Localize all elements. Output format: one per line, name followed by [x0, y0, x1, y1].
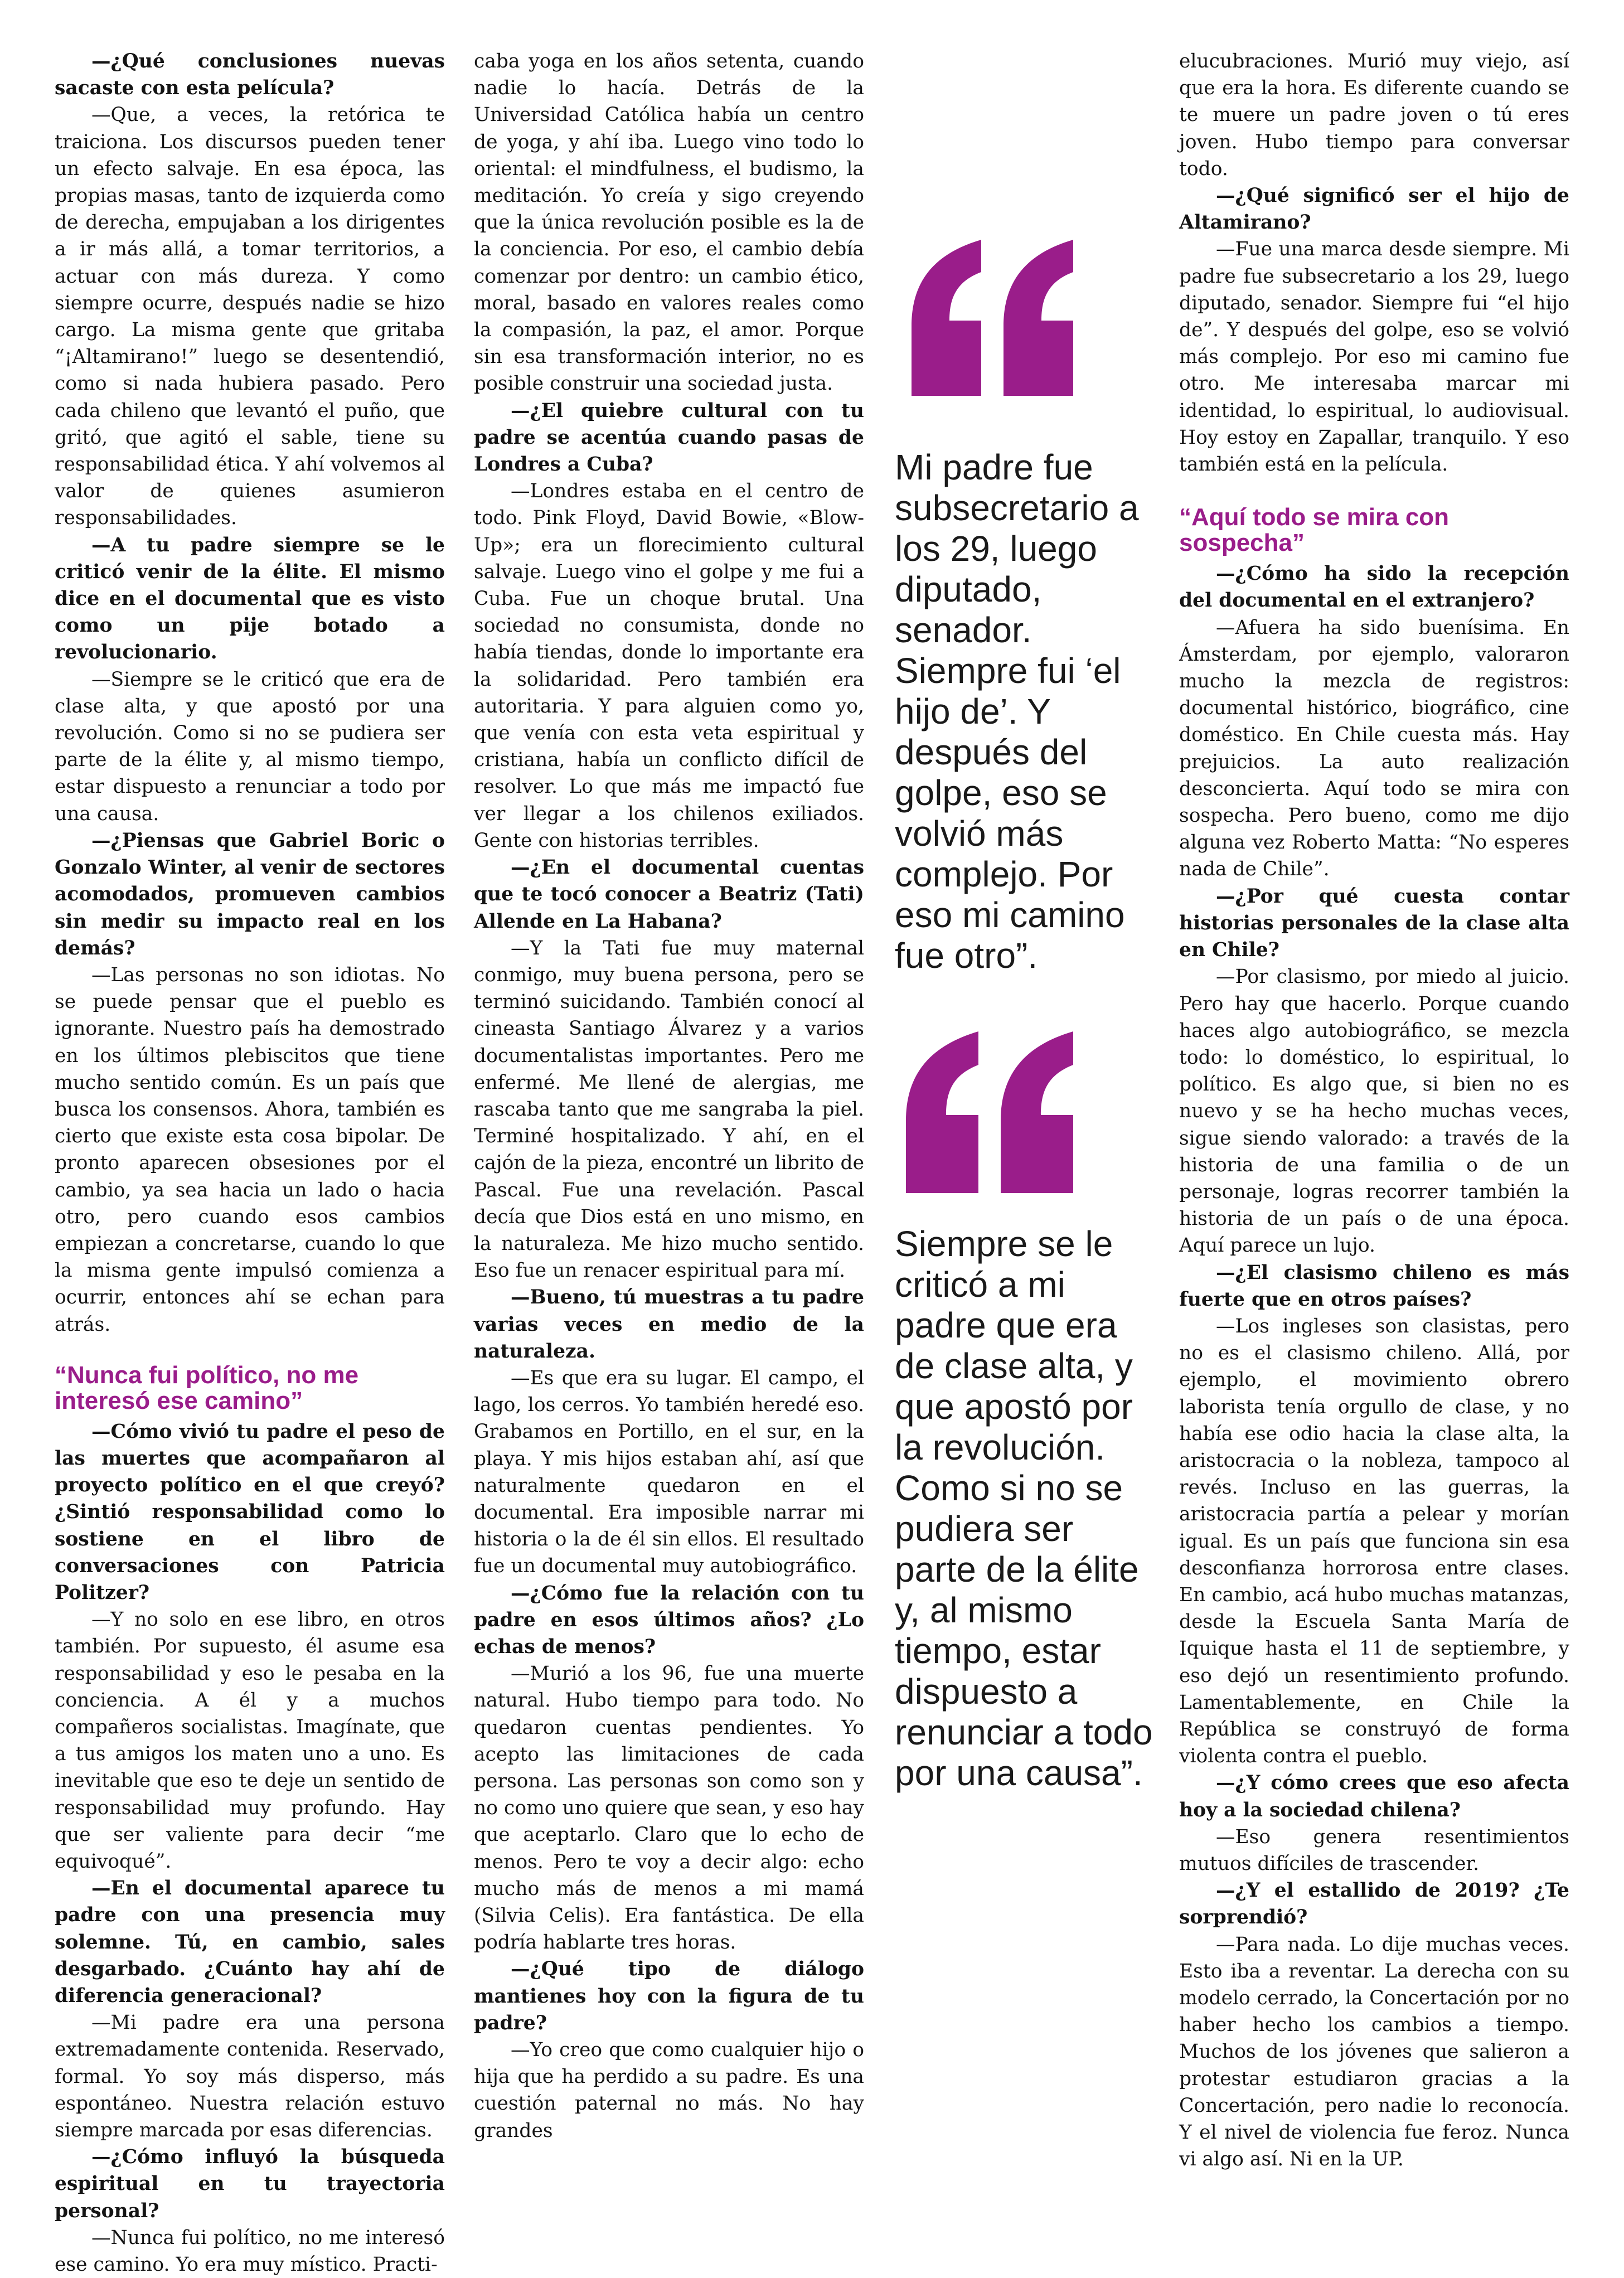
answer-paragraph: —Y no solo en ese libro, en otros también. Por supuesto, él asume esa responsabilidad y eso le pesaba en la conciencia. A él y a muchos compañeros socialistas. Imagínate, que a tus amigos los maten uno a uno. Es inevitable que eso te deje un sentido de responsabilidad muy profundo. Hay que ser valiente para decir “me equivoqué”. — [55, 1608, 445, 1873]
answer-paragraph: —Siempre se le criticó que era de clase alta, y que apostó por una revolución. Como si no se pudiera ser parte de la élite y, al mismo tiempo, estar dispuesto a renunciar a todo por una causa. — [55, 668, 445, 825]
quote-mark-right-glyph — [1004, 240, 1073, 396]
question-paragraph: —¿Cómo fue la relación con tu padre en esos últimos años? ¿Lo echas de menos? — [474, 1582, 864, 1658]
question-paragraph: —¿Por qué cuesta contar historias personales de la clase alta en Chile? — [1179, 885, 1569, 962]
question-paragraph: —¿Piensas que Gabriel Boric o Gonzalo Winter, al venir de sectores acomodados, promueven cambios sin medir su impacto real en los demás? — [55, 829, 445, 959]
quote-mark-icon — [895, 1020, 1084, 1199]
section-heading: “Aquí todo se mira con sospecha” — [1179, 503, 1450, 557]
answer-paragraph: —Yo creo que como cualquier hijo o hija que ha perdido a su padre. Es una cuestión paternal no más. No hay grandes — [474, 2039, 864, 2142]
answer-paragraph: —Es que era su lugar. El campo, el lago, los cerros. Yo también heredé eso. Grabamos en Portillo, en el sur, en la playa. Y mis hijos estaban ahí, así que naturalmente quedaron en el documental. Era imposible narrar mi historia o la de él sin ellos. El resultado fue un documental muy autobiográfico. — [474, 1366, 864, 1578]
answer-paragraph: —Mi padre era una persona extremadamente contenida. Reservado, formal. Yo soy más disperso, más espontáneo. Nuestra relación estuvo siempre marcada por esas diferencias. — [55, 2012, 445, 2142]
answer-paragraph: —Las personas no son idiotas. No se puede pensar que el pueblo es ignorante. Nuestro país ha demostrado en los últimos plebiscitos que tiene mucho sentido común. Es un país que busca los consensos. Ahora, también es cierto que existe esta cosa bipolar. De pronto aparecen obsesiones por el cambio, ya sea hacia un lado o hacia otro, pero cuando esos cambios empiezan a concretarse, cuando lo que la misma gente impulsó comienza a ocurrir, entonces ahí se echan para atrás. — [55, 963, 445, 1336]
pull-quote-2: Siempre se le criticó a mi padre que era de clase alta, y que apostó por la revolución. Como si no se pudiera ser parte de la élite y, al mismo tiempo, estar dispuesto a renunciar a todo por una causa”. — [895, 1224, 1153, 1793]
section-heading: “Nunca fui político, no me interesó ese camino” — [55, 1361, 359, 1414]
column-1 — [55, 48, 445, 2278]
answer-paragraph: —Afuera ha sido buenísima. En Ámsterdam, por ejemplo, valoraron mucho la mezcla de registros: documental histórico, biográfico, cine doméstico. En Chile cuesta más. Hay prejuicios. La auto realización desconcierta. Aquí todo se mira con sospecha. Pero bueno, como me dijo alguna vez Roberto Matta: “No esperes nada de Chile”. — [1179, 616, 1569, 881]
answer-paragraph: —Nunca fui político, no me interesó ese camino. Yo era muy místico. Practi- — [55, 2226, 445, 2276]
continued-paragraph: caba yoga en los años setenta, cuando nadie lo hacía. Detrás de la Universidad Católica había un centro de yoga, y ahí iba. Luego vino todo lo oriental: el mindfulness, el budismo, la meditación. Yo creía y sigo creyendo que la única revolución posible es la de la conciencia. Por eso, el cambio debía comenzar por dentro: un cambio ético, moral, basado en valores reales como la compasión, la paz, el amor. Porque sin esa transformación interior, no es posible construir una sociedad justa. — [474, 50, 864, 395]
question-paragraph: —¿El quiebre cultural con tu padre se acentúa cuando pasas de Londres a Cuba? — [474, 399, 864, 476]
quote-mark-icon — [900, 229, 1084, 401]
question-paragraph: —¿Qué conclusiones nuevas sacaste con esta película? — [55, 50, 445, 100]
question-paragraph: —Cómo vivió tu padre el peso de las muertes que acompañaron al proyecto político en el que creyó? ¿Sintió responsabilidad como lo sostiene en el libro de conversaciones con Patricia Politzer? — [55, 1420, 445, 1604]
question-paragraph: —¿El clasismo chileno es más fuerte que en otros países? — [1179, 1261, 1569, 1311]
question-paragraph: —¿Qué significó ser el hijo de Altamirano? — [1179, 185, 1569, 234]
question-paragraph: —¿Y el estallido de 2019? ¿Te sorprendió? — [1179, 1879, 1569, 1929]
answer-paragraph: —Y la Tati fue muy maternal conmigo, muy buena persona, pero se terminó suicidando. También conocí al cineasta Santiago Álvarez y a varios documentalistas importantes. Pero me enfermé. Me llené de alergias, me rascaba tanto que me sangraba la piel. Terminé hospitalizado. Y ahí, en el cajón de la pieza, encontré un librito de Pascal. Fue una revelación. Pascal decía que Dios está en uno mismo, en la naturaleza. Me hizo mucho sentido. Eso fue un renacer espiritual para mí. — [474, 937, 864, 1282]
continued-paragraph: elucubraciones. Murió muy viejo, así que era la hora. Es diferente cuando se te muere un padre joven o tú eres joven. Hubo tiempo para conversar todo. — [1179, 50, 1569, 180]
column-4 — [1179, 48, 1569, 2173]
question-paragraph: —¿En el documental cuentas que te tocó conocer a Beatriz (Tati) Allende en La Habana? — [474, 856, 864, 933]
question-paragraph: —En el documental aparece tu padre con una presencia muy solemne. Tú, en cambio, sales desgarbado. ¿Cuánto hay ahí de diferencia generacional? — [55, 1877, 445, 2008]
question-paragraph: —¿Cómo influyó la búsqueda espiritual en tu trayectoria personal? — [55, 2146, 445, 2222]
answer-paragraph: —Eso genera resentimientos mutuos difíciles de trascender. — [1179, 1825, 1569, 1875]
question-paragraph: —¿Y cómo crees que eso afecta hoy a la sociedad chilena? — [1179, 1772, 1569, 1821]
question-paragraph: —¿Qué tipo de diálogo mantienes hoy con la figura de tu padre? — [474, 1958, 864, 2034]
pull-quote-1: Mi padre fue subsecretario a los 29, luego diputado, senador. Siempre fui ‘el hijo de’. Y después del golpe, eso se volvió más complejo. Por eso mi camino fue otro”. — [895, 447, 1139, 976]
answer-paragraph: —Londres estaba en el centro de todo. Pink Floyd, David Bowie, «Blow-Up»; era un florecimiento cultural salvaje. Luego vino el golpe y me fui a Cuba. Fue un choque brutal. Una sociedad no consumista, donde no había tiendas, donde lo importante era la solidaridad. Pero también era autoritaria. Y para alguien como yo, que venía con esta veta espiritual y cristiana, había un conflicto difícil de resolver. Lo que más me impactó fue ver llegar a los chilenos exiliados. Gente con historias terribles. — [474, 480, 864, 852]
answer-paragraph: —Fue una marca desde siempre. Mi padre fue subsecretario a los 29, luego diputado, senador. Siempre fui “el hijo de”. Y después del golpe, eso se volvió más complejo. Por eso mi camino fue otro. Me interesaba marcar mi identidad, lo espiritual, lo audiovisual. Hoy estoy en Zapallar, tranquilo. Y eso también está en la película. — [1179, 238, 1569, 476]
quote-mark-right-glyph — [1001, 1031, 1073, 1193]
answer-paragraph: —Murió a los 96, fue una muerte natural. Hubo tiempo para todo. No quedaron cuentas pendientes. Yo acepto las limitaciones de cada persona. Las personas son como son y no como uno quiere que sean, y eso hay que aceptarlo. Claro que lo echo de menos. Pero te voy a decir algo: echo mucho más de menos a mi mamá (Silvia Celis). Era fantástica. De ella podría hablarte tres horas. — [474, 1663, 864, 1954]
question-paragraph: —A tu padre siempre se le criticó venir de la élite. El mismo dice en el documental que es visto como un pije botado a revolucionario. — [55, 534, 445, 664]
question-paragraph: —¿Cómo ha sido la recepción del documental en el extranjero? — [1179, 563, 1569, 612]
quote-mark-left-glyph — [912, 240, 981, 396]
answer-paragraph: —Para nada. Lo dije muchas veces. Esto iba a reventar. La derecha con su modelo cerrado, la Concertación por no haber hecho los cambios a tiempo. Muchos de los jóvenes que salieron a protestar estudiaron gracias a la Concertación, pero nadie lo reconocía. Y el nivel de violencia fue feroz. Nunca vi algo así. Ni en la UP. — [1179, 1933, 1569, 2171]
answer-paragraph: —Que, a veces, la retórica te traiciona. Los discursos pueden tener un efecto salvaje. En esa época, las propias masas, tanto de izquierda como de derecha, empujaban a los dirigentes a ir más allá, a tomar territorios, a actuar con más dureza. Y como siempre ocurre, después nadie se hizo cargo. La misma gente que gritaba “¡Altamirano!” luego se desentendió, como si nada hubiera pasado. Pero cada chileno que levantó el puño, que gritó, que agitó el sable, tiene su responsabilidad ética. Y ahí volvemos al valor de quienes asumieron responsabilidades. — [55, 104, 445, 530]
quote-mark-left-glyph — [906, 1031, 978, 1193]
answer-paragraph: —Por clasismo, por miedo al juicio. Pero hay que hacerlo. Porque cuando haces algo autobiográfico, se mezcla todo: lo doméstico, lo espiritual, lo político. Es algo que, si bien no es nuevo y se ha hecho muchas veces, sigue siendo valorado: a través de la historia de una familia o de un personaje, logras recorrer también la historia de un país o de una época. Aquí parece un lujo. — [1179, 966, 1569, 1257]
question-paragraph: —Bueno, tú muestras a tu padre varias veces en medio de la naturaleza. — [474, 1286, 864, 1363]
answer-paragraph: —Los ingleses son clasistas, pero no es el clasismo chileno. Allá, por ejemplo, el movimiento obrero laborista tenía orgullo de clase, y no había ese odio hacia la clase alta, la aristocracia o la nobleza, tampoco al revés. Incluso en las guerras, la aristocracia partía a pelear y morían igual. Es un país que funciona sin esa desconfianza horrorosa entre clases. En cambio, acá hubo muchas matanzas, desde la Escuela Santa María de Iquique hasta el 11 de septiembre, y eso dejó un resentimiento profundo. Lamentablemente, en Chile la República se construyó de forma violenta contra el pueblo. — [1179, 1315, 1569, 1768]
column-2 — [474, 48, 864, 2144]
